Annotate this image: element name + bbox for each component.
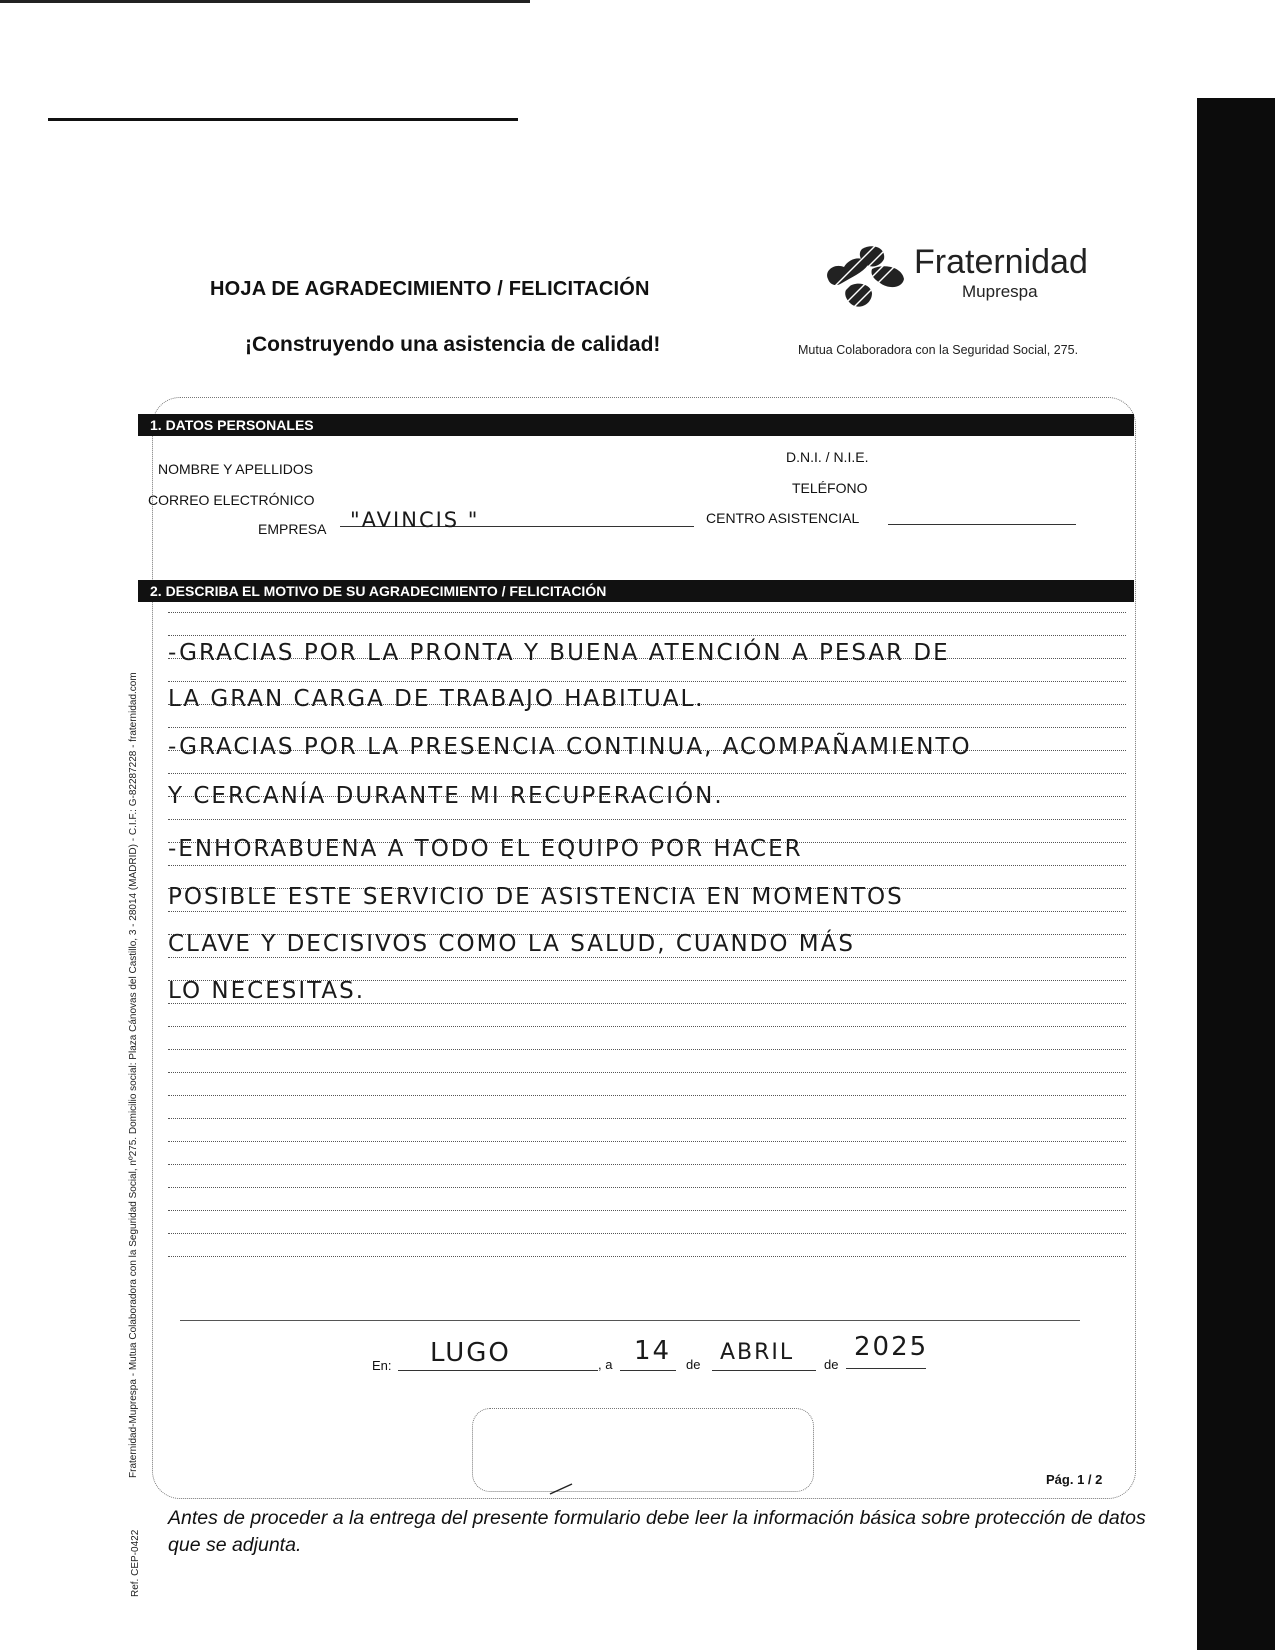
- message-line: LA GRAN CARGA DE TRABAJO HABITUAL.: [168, 686, 705, 712]
- section-end-line: [180, 1320, 1080, 1321]
- ruled-line: [168, 1187, 1126, 1188]
- month-field[interactable]: ABRIL: [720, 1340, 795, 1365]
- message-line: -ENHORABUENA A TODO EL EQUIPO POR HACER: [168, 836, 803, 862]
- nombre-label: NOMBRE Y APELLIDOS: [158, 461, 314, 477]
- section-1-heading: 1. DATOS PERSONALES: [138, 414, 1134, 436]
- ruled-line: [168, 819, 1126, 820]
- ruled-line: [168, 1256, 1126, 1257]
- empresa-label: EMPRESA: [258, 521, 327, 537]
- ruled-line: [168, 957, 1126, 958]
- ruled-line: [168, 911, 1126, 912]
- scan-right-edge: [1197, 98, 1275, 1650]
- page-number: Pág. 1 / 2: [1046, 1472, 1103, 1487]
- signature-box[interactable]: [472, 1408, 814, 1492]
- logo-tagline: Mutua Colaboradora con la Seguridad Social, 275.: [798, 343, 1079, 357]
- ruled-line: [168, 1095, 1126, 1096]
- ruled-line: [168, 865, 1126, 866]
- fraternidad-logo: [822, 243, 1122, 313]
- form-subtitle: ¡Construyendo una asistencia de calidad!: [245, 333, 661, 356]
- ruled-line: [168, 635, 1126, 636]
- message-line: Y CERCANÍA DURANTE MI RECUPERACIÓN.: [168, 783, 724, 809]
- ruled-line: [168, 1026, 1126, 1027]
- place-field[interactable]: LUGO: [430, 1338, 511, 1368]
- data-protection-notice: Antes de proceder a la entrega del presente formulario debe leer la información básica sobre protección de datos que se adjunta.: [168, 1507, 1146, 1556]
- ruled-line: [168, 1049, 1126, 1050]
- ruled-line: [168, 1233, 1126, 1234]
- ruled-line: [168, 612, 1126, 613]
- correo-label: CORREO ELECTRÓNICO: [148, 492, 315, 508]
- scan-top-edge: [0, 0, 530, 3]
- ruled-line: [168, 681, 1126, 682]
- fraternidad-logo-icon: [822, 243, 910, 313]
- form-title: HOJA DE AGRADECIMIENTO / FELICITACIÓN: [210, 278, 650, 300]
- day-field[interactable]: 14: [634, 1336, 672, 1366]
- de-label: de: [824, 1357, 839, 1372]
- section-2-heading: 2. DESCRIBA EL MOTIVO DE SU AGRADECIMIENTO / FELICITACIÓN: [138, 580, 1134, 602]
- form-reference: Ref. CEP-0422: [130, 1529, 141, 1597]
- dni-label: D.N.I. / N.I.E.: [786, 449, 869, 465]
- year-field[interactable]: 2025: [854, 1332, 929, 1362]
- a-label: , a: [598, 1357, 613, 1372]
- de-label: de: [686, 1357, 701, 1372]
- telefono-label: TELÉFONO: [792, 480, 868, 496]
- centro-label: CENTRO ASISTENCIAL: [706, 510, 860, 526]
- message-line: LO NECESITAS.: [168, 978, 366, 1004]
- message-line: POSIBLE ESTE SERVICIO DE ASISTENCIA EN MOMENTOS: [168, 884, 904, 910]
- ruled-line: [168, 1210, 1126, 1211]
- scan-line: [48, 118, 518, 121]
- pen-stroke-mark: [548, 1482, 574, 1496]
- ruled-line: [168, 727, 1126, 728]
- place-label: En:: [372, 1358, 392, 1373]
- empresa-field[interactable]: "AVINCIS ": [350, 508, 480, 532]
- ruled-line: [168, 1164, 1126, 1165]
- message-line: -GRACIAS POR LA PRESENCIA CONTINUA, ACOMPAÑAMIENTO: [168, 734, 972, 760]
- logo-sub: Muprespa: [962, 282, 1038, 301]
- ruled-line: [168, 1072, 1126, 1073]
- message-line: CLAVE Y DECISIVOS COMO LA SALUD, CUANDO MÁS: [168, 931, 855, 957]
- ruled-line: [168, 1141, 1126, 1142]
- ruled-line: [168, 773, 1126, 774]
- legal-side-text: Fraternidad-Muprespa - Mutua Colaboradora con la Seguridad Social, nº275. Domicilio social: Plaza Cánovas del Castillo, 3 - 28014 (MADRID) - C.I.F.: G-82287228 - fraternidad.com: [128, 672, 139, 1478]
- logo-name: Fraternidad: [914, 243, 1088, 281]
- ruled-line: [168, 1118, 1126, 1119]
- centro-field[interactable]: [888, 510, 1076, 525]
- message-line: -GRACIAS POR LA PRONTA Y BUENA ATENCIÓN A PESAR DE: [168, 640, 950, 666]
